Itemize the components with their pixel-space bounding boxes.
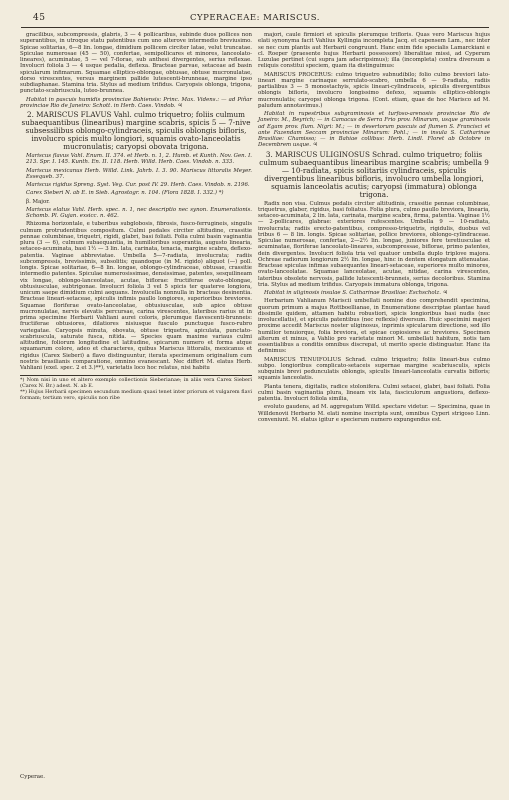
page-number: 45 <box>33 13 46 23</box>
synonym-line: Mariscus mexicanus Herb. Willd. Link. Jahrb. I. 3. 90. Mariscus littoralis Meyer. Essequeb. 37. <box>26 167 252 180</box>
body-paragraph: gracilibus, subcompressis, glabris, 3 — 4 pollicaribus, subinde duos pollices non superantibus, in utroque statu patentibus cum uno alterove intermedio breviusimo. Spicae solitarias, 6—8 lin. longae, dimidium pollicem circiter latae, velut truncatae. Spiculae numerosae (45 — 50), confertae, semipollicares et minores, lanceolato-lineares), acuminatae, 5 — vel 7-florae, sub anthesi divergentes, serius reflexae. Involucri foliola 3 — 4 usque pedalia, deflexa. Bracteae parvae, setaceae ad basin spicularum infimarum. Squamae elliptico-oblongae, obtusae, obtuse mucronulatae, dorso virescentes, versus marginem pallide lutescenti-brunneae, margine ipso subdiaphanae. Stamina tria. Stylus ad medium trifidus. Caryopsis oblonga, trigona, punctato-scabriuscula, luteo-brunnea. <box>20 32 252 95</box>
running-title: CYPERACEAE: MARISCUS. <box>189 13 320 23</box>
header-rule <box>21 27 489 28</box>
footnote: *) Nom nisi in uno et altero exemplo collectionis Sieberianae; in aliis vera Carex Sieberi (Carex N. Br.) adest. N. ab E. <box>20 377 252 390</box>
body-paragraph: Planta tenera, digitalis, radice stolonifera. Culmi setacei, glabri, basi foliati. Folia culmi basin vaginantia plura, lineam vix lata, fasciculorum angustiora, deflexo-patentia. Involucri foliola similia, <box>258 383 490 402</box>
species-heading: 3. MARISCUS ULIGINOSUS Schrad. culmo triquetro; foliis culmum subaequantibus linearibus margine scabris; umbella 9 — 10-radiata, spicis solitariis cylindraceis, spiculis divergentibus linearibus bifloris, involucro umbella longiori, squamis lanceolatis acutis; caryopsi (immatura) oblonga trigona. <box>259 149 489 199</box>
body-paragraph: Rhizoma horizontale, e tuberibus subglobosis, fibrosis, fusco-ferrugineis, singulis culmum protrudentibus compositum. Culmi pedales circiter altitudine, crassitie pennae columbinae, triquetri, rigidi, glabri, basi foliati. Folia culmi basin vaginantia plura (3 — 6), culmum subaequantia, in humilioribus superantia, augusto linearia, setaceo-acuminata, basi 1½ — 3 lin. lata, carinata, tenacia, margine scabra, deflexo-patentia. Vaginae abbreviatae. Umbella 5—7-radiata, involucrata; radiis subcompressis, brevissimis, subsolitis; quandoque (in M. rigido) aliquot (—) poll. longis. Spicae solitariae, 6—8 lin. longae, oblongo-cylindraceae, obtusae, crassitie intermedio patentes. Spiculae numerosissimae, densissimae, patentes, sesquilineam vix longae, oblongo-lanceolatae, acutae, biflorae: fructiferae ovato-oblongae, obtusiusculae, subtrigonae. Involucri foliola 3 vel 5 spicis ter quaterve longiora, unicum saepe dimidium culmi aequans. Involucella nonnulla in bracteas desinentia. Bracteae lineari-setaceae, spiculis infimis paullo longiores, superioribus breviores. Squamae floriferae ovato-lanceolatae, obtusiusculae, sub apice obtuse mucronulatae, nervis elevatis percursae, carina virescentes, lateribus rarius ut in prima specimine Herbarii Vahliani aurei coloris, plerumque flavescenti-brunneis: fructiferae obtusiores, dilatiores nisiusque fusculo punctuque fusco-rubro variegatae. Caryopsis minuta, obovata, obtuse triquetra, apiculata, punctato-scabriuscula, saturate fusca, nitida. — Species quam maxime variaus culmi altitudine, foliorum longitudine et latitudine, spicarum numero et forma atque squamarum colore, adeo et characteres, quibus Mariscus littoralis, mexicanus et rigidus (Carex Sieberi) a flavo distinguuntur, iterata specimenum originalium cum nostris brasilianis comparatione, omnino evanescant. Nec differt M. elatus Herb. Vahliani (exel. spec. 2 et 3.)**), varietatis loco hoc relatus, nisi habitu <box>20 221 252 371</box>
printer-signature: Cyperae. <box>20 774 46 780</box>
synonym-line: Mariscus flavus Vahl. Enum. II. 374. et Herb. n. 1, 2. Humb. et Kunth. Nov. Gen. I. 213. Spr. I. 145. Kunth. En. II. 118. Herb. Willd. Herb. Caes. Vindob. n. 333. <box>26 153 252 166</box>
habitat-note: Habitat in uliginosis insulae S. Catharinae Brasiliae: Eschscholz. ♃ <box>264 290 448 296</box>
synonym-line: Mariscus elatus Vahl. Herb. spec. n. 1, nec descriptio nec synon. Enumerationis. Schomb. Pl. Gujan. exsicc. n. 462. <box>26 206 252 219</box>
running-header <box>13 13 497 25</box>
left-column <box>20 32 252 425</box>
body-paragraph: MARISCUS TENUIFOLIUS Schrad. culmo triquetro; foliis lineari-bus culmo subpo. longioribus complicato-setaceis supernae margine scabriusculis, spicis subquinis brevi pedunculatis oblongis, spiculis lineari-lanceolatis curvatis bifloris; squamis lanceolatis. <box>258 356 490 382</box>
body-paragraph: MARISCUS PROCERUS: culmo triquetro subnudibilo; folio culmo breviori lato-lineari margine carinaque serrulato-scabro, umbella 6 — 9-radiata, radiis partialibus 3 — 5 monostachyis, spicis lineari-cylindraceis, spiculis divergentibus oblongis bifloris, involucro longissimo defexo, squamis elliptico-oblongis mucronulatis; caryopsi oblonga trigona. (Cont. etiam, quae de hoc Marisco ad M. paludum annotavimus.) <box>258 71 490 109</box>
species-heading: 2. MARISCUS FLAVUS Vahl. culmo triquetro; foliis culmum subaequantibus (linearibus) margine scabris, spicis 5 — 7-nive subsessilibus oblongo-cylindraceis, spiculis oblongis bifloris, involucro spicis multo longiori, squamis ovato-lanceolatis mucronulatis; caryopsi obovata trigona. <box>21 110 251 151</box>
synonym-line: Carex Sieberi N. ab E. in Sieb. Agrostogr. n. 104. (Flora 1828. I. 332.) *) <box>26 190 224 197</box>
body-paragraph: β. Major. <box>26 198 50 205</box>
body-paragraph: Herbarium Vahlianum Mariscii umbellati nomine duo comprehendit specimina, quorum primum a majus Rottboellianae, in Enumeratione descriptae plantae haud dissimile quidem, attamen habitu robustiori, spicis longioribus basi nudis (nec involucellatis), et spiculis patentibus (nec reflexis) diversum. Huic specimini majori proxime accedit Mariscus noster uliginosus, inprimis spicularum directione, sed illo humilior tenuiorque, folia breviora, et spicae copiosiores ac breviores. Specimen alterum et minus, a Vahlio pro varietate minori M. umbellati habitum, notis tam essentialibus a conditis omnibus discrepat, ut merito specie distinguatur. Hanc ita definimus: <box>258 298 490 355</box>
footnote: **) Hujus Herbarii specimen secundum medium quasi tenet inter priorum et vulgarem flavi formam; tertium vero, spiculis non ribe <box>20 388 252 401</box>
body-paragraph: majori, caule firmiori et spiculis plerumque trifloris. Quas vero Mariscus hujus elati synonyma facit Vahlius Kyllingia incompleta Jacq. et capensem Lam., nec inter se nec cum plantis aut Herbarii congruunt. Hanc enim fide specialis Lamarckiani e cl. Roeper (praesente hujus Herbarii possessore) liberalitae missi, ad Cyperum Luzulae pertinet (cui supra jam adscripsimus); illa (incompleta) contra diversum a reliquis constitui speciem, quam ita distinguimus: <box>258 32 490 70</box>
body-paragraph: Radix non visa. Culmus pedalis circiter altitudinis, crassitie pennae columbinae, triquetrus, glaber, rigidus, basi foliatus. Folia plura, culmo paullo breviora, linearia, setaceo-acuminata, 2 lin. lata, carinata, margine scabra, firma, patentia. Vaginae 1½ — 2-pollicares, glabrae: exteriores rufescentes. Umbella 9 — 10-radiata, involucrata; radiis erecto-patentibus, compresso-triquetris, rigidulis, duobus vel tribus 6 — 8 lin. longis. Spicae solitariae, pollice breviores, oblongo-cylindraceae. Spiculae numerosae, confertae, 2—2½ lin. longae, juniores fere teretiusculae et acuminatae, floriferae lanceolato-lineares, subcompressae, biflorae, primo patentes, dein divergentes. Involucri foliola tria vel quatuor umbella duplo triplove majora. Ochreae radiorum longiorum 2½ lin. longae, hinc in dentem elongatum attenuatae. Bracteae spiculas infimas subaequantes lineari-setaceae, superiores multo minores, ovato-lanceolatae. Squamae lanceolatae, acutae, nitidae, carina virescentes, lateribus obsolete nervosis, pallide lutescenti-brunneis, serius decoloribus. Stamina tria. Stylus ad medium trifidus. Caryopsis immatura oblonga, trigona. <box>258 200 491 288</box>
right-column <box>258 32 490 425</box>
habitat-note: Habitat in rupestribus subgraminosis et turfoso-arenosis provinciae Rio de Janeiro: M., Beyrich; — in Camacus de Serra Frio prov. Minarum, usque graminosis ad Egam prov. flum. Nigri: M.; — in desertorum pascuis ad flumen S. Francisci et ante Fazendam Seccam provinciae Minarum: Pohl.; — in insula S. Catharinae Brasiliae: Chamisso; — in Bahiae collibus: Herb. Lindl. Floret ab Octobre in Decembrem usque. ♃ <box>258 111 490 149</box>
body-paragraph: evoluto gaudens, ad M. aggregatum Willd. spectare videtur. — Specimina, quae in Willdenovii Herbario M. elati nomine inscripta sunt, omnibus Cyperi strigoso Linn. conveniunt. M. elatus igitur e specierum numero expungendus est. <box>258 404 490 423</box>
habitat-note: Habitat in pascuis humidis provinciae Bahiensis: Princ. Max. Videns.: — ad Piñar provinciae Rio de Janeiro: Schott. in Herb. Caes. Vindob. ♃ <box>20 96 252 109</box>
synonym-line: Mariscus rigidus Spreng. Syst. Veg. Cur. post IV. 29. Herb. Caes. Vindob. n. 2196. <box>26 182 250 188</box>
two-column-body <box>13 32 497 425</box>
footnotes <box>20 375 252 401</box>
